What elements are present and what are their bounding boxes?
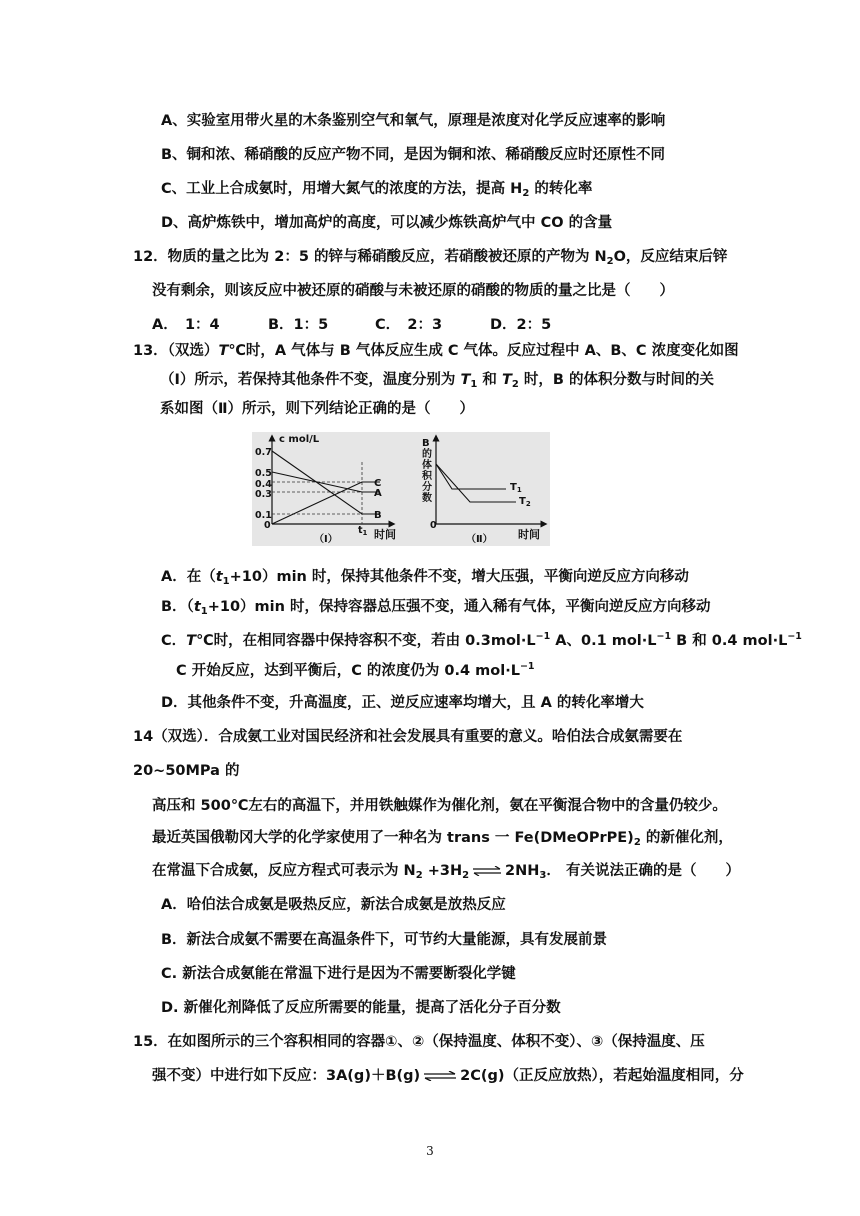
q12-option-d: D．2：5: [490, 317, 552, 333]
equilibrium-arrow-icon: [472, 866, 502, 876]
q13-figure: [252, 432, 550, 546]
g1-curve-b-label: B: [374, 510, 382, 521]
g1-origin-label: 0: [264, 520, 271, 531]
q14-option-a: A．哈伯法合成氨是吸热反应，新法合成氨是放热反应: [161, 897, 506, 913]
g2-x-label: 时间: [518, 528, 540, 541]
g1-ytick: 0.1: [255, 510, 272, 521]
q13-stem-line2: （Ⅰ）所示，若保持其他条件不变，温度分别为 $T_1$ 和 $T_2$ 时，B 的体积分数与时间的关: [160, 372, 714, 390]
svg-text:分: 分: [422, 482, 432, 493]
q11-option-a: A、实验室用带火星的木条鉴别空气和氧气，原理是浓度对化学反应速率的影响: [161, 113, 666, 129]
q12-option-b: B．1：5: [268, 317, 329, 333]
g2-curve-t2-label: $T_2$: [519, 496, 531, 508]
svg-text:体: 体: [422, 460, 432, 471]
equilibrium-arrow-icon: [423, 1071, 457, 1081]
g1-ytick: 0.5: [255, 468, 272, 479]
q13-stem-line3: 系如图（Ⅱ）所示，则下列结论正确的是（ ）: [160, 401, 475, 417]
q14-option-d: D. 新催化剂降低了反应所需要的能量，提高了活化分子百分数: [161, 1000, 561, 1016]
q13-option-a: A．在$(t_1+10)\min$ 时，保持其他条件不变，增大压强，平衡向逆反应方向移动: [161, 569, 689, 587]
g1-dashed-guides: [272, 462, 362, 524]
svg-text:数: 数: [422, 493, 432, 504]
q11-option-b: B、铜和浓、稀硝酸的反应产物不同，是因为铜和浓、稀硝酸反应时还原性不同: [161, 147, 666, 163]
svg-text:的: 的: [422, 449, 432, 460]
g2-origin-label: 0: [430, 520, 437, 531]
q14-option-b: B．新法合成氨不需要在高温条件下，可节约大量能源，具有发展前景: [161, 932, 608, 948]
q13-graphs: [252, 432, 550, 546]
g1-ytick: 0.7: [255, 447, 272, 458]
q13-stem-line1: 13．（双选）T℃时，A 气体与 B 气体反应生成 C 气体。反应过程中 A、B、C 浓度变化如图: [133, 343, 739, 359]
g1-t1-label: $t_1$: [358, 525, 368, 537]
q13-option-b: B．$(t_1+10)\min$ 时，保持容器总压强不变，通入稀有气体，平衡向逆反应方向移动: [161, 599, 711, 617]
q12-stem-line2: 没有剩余，则该反应中被还原的硝酸与未被还原的硝酸的物质的量之比是（ ）: [152, 283, 674, 299]
q14-option-c: C. 新法合成氨能在常温下进行是因为不需要断裂化学键: [161, 966, 516, 982]
q12-option-a: A． 1：4: [152, 317, 220, 333]
g1-y-label: c mol/L: [279, 434, 320, 445]
g2-curve-t1-label: $T_1$: [510, 482, 522, 494]
q14-stem-line1: 14（双选）．合成氨工业对国民经济和社会发展具有重要的意义。哈伯法合成氨需要在: [133, 729, 683, 745]
q11-option-d: D、高炉炼铁中，增加高炉的高度，可以减少炼铁高炉气中 CO 的含量: [161, 215, 613, 231]
q13-option-d: D．其他条件不变，升高温度，正、逆反应速率均增大，且 A 的转化率增大: [161, 695, 644, 711]
q15-stem-line1: 15．在如图所示的三个容积相同的容器①、②（保持温度、体积不变）、③（保持温度、压: [133, 1034, 705, 1050]
g1-curve-c-label: C: [374, 478, 382, 489]
svg-text:B: B: [422, 438, 430, 449]
q13-option-c-line2: C 开始反应，达到平衡后，C 的浓度仍为 0.4 $mol\cdot L^{-1}$: [176, 661, 535, 679]
q14-stem-line3: 高压和 500℃左右的高温下，并用铁触媒作为催化剂，氨在平衡混合物中的含量仍较少。: [152, 798, 727, 814]
g1-curve-a-label: A: [374, 488, 382, 499]
q12-option-c: C． 2：3: [375, 317, 443, 333]
g2-y-label: [422, 438, 433, 504]
page-number: 3: [426, 1144, 434, 1158]
q14-stem-line4: 最近英国俄勒冈大学的化学家使用了一种名为 trans 一 $Fe(DMeOPrPE)_2$ 的新催化剂，: [152, 830, 733, 848]
g1-ytick: 0.4: [255, 479, 272, 490]
g1-x-label: 时间: [374, 528, 396, 541]
q15-stem-line2: 强不变）中进行如下反应：3A(g)＋B(g) 2C(g)（正反应放热），若起始温度相同，分: [152, 1068, 744, 1084]
g1-caption: （Ⅰ）: [314, 534, 338, 545]
g1-ytick: 0.3: [255, 489, 272, 500]
q14-stem-line2: 20~50MPa 的: [133, 763, 240, 779]
svg-text:积: 积: [422, 471, 432, 482]
q14-stem-line5: 在常温下合成氨，反应方程式可表示为 $N_2 +3H_2$ $2NH_3$． 有关说法正确的是（ ）: [152, 863, 740, 881]
g2-caption: （Ⅱ）: [466, 534, 493, 545]
q12-stem-line1: 12．物质的量之比为 2：5 的锌与稀硝酸反应，若硝酸被还原的产物为 $N_2O$，反应结束后锌: [133, 249, 728, 267]
q13-option-c-line1: C．T℃时，在相同容器中保持容积不变，若由 $0.3mol\cdot L^{-1}$ A、0.1 $mol\cdot L^{-1}$ B 和 0.4 $mol\cdot L^{-1}$: [161, 631, 802, 649]
q11-option-c: C、工业上合成氨时，用增大氮气的浓度的方法，提高 $H_2$ 的转化率: [161, 181, 593, 199]
